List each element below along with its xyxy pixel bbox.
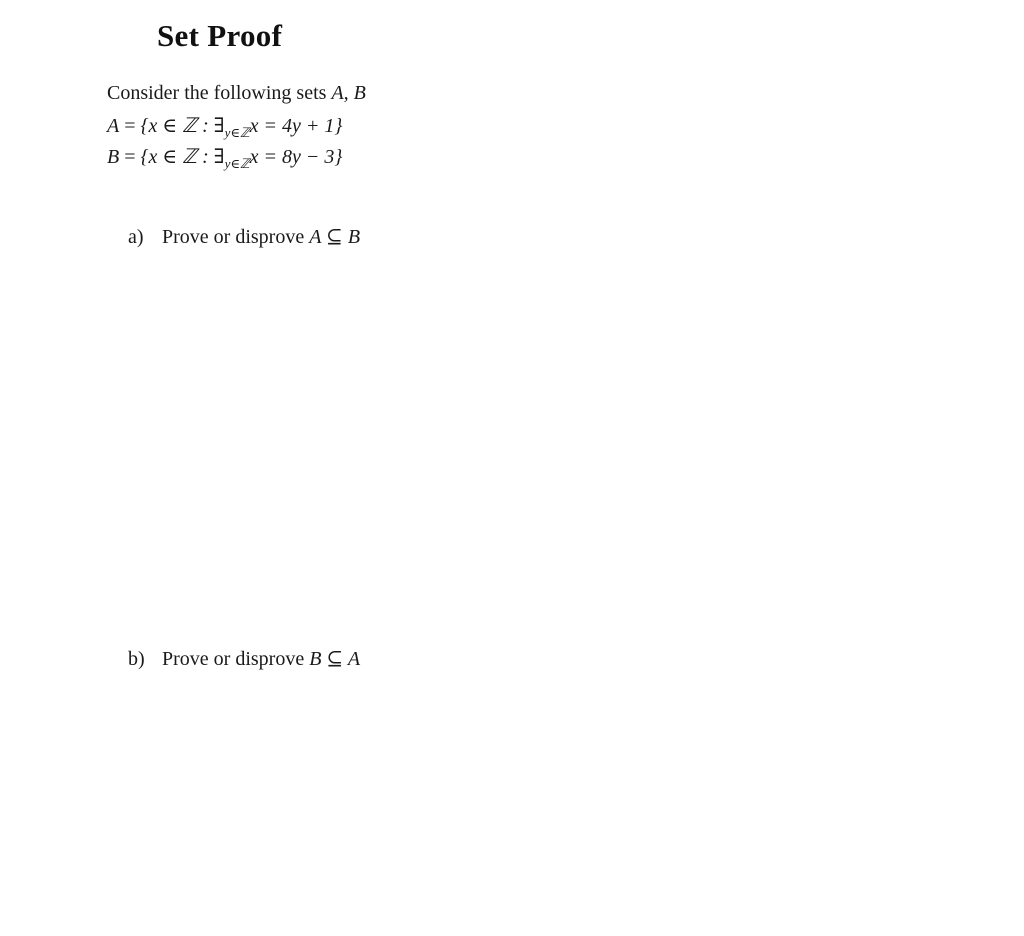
part-b-text: Prove or disprove <box>162 648 305 670</box>
intro-line <box>107 82 366 105</box>
intro-text: Consider the following sets <box>107 82 327 104</box>
set-a-equals: = <box>124 115 136 137</box>
set-a-definition <box>107 113 342 138</box>
part-a-text: Prove or disprove <box>162 226 305 248</box>
part-b <box>128 646 360 671</box>
set-b-condition: x = 8y − 3} <box>249 146 343 168</box>
set-b-builder: {x ∈ ℤ : ∃ <box>140 146 225 168</box>
intro-sets: A, B <box>331 82 366 104</box>
set-b-quantifier-subscript: y∈ℤ <box>224 156 250 171</box>
part-a-math: A ⊆ B <box>309 226 361 248</box>
page-title: Set Proof <box>157 18 283 53</box>
set-a-quantifier-subscript: y∈ℤ <box>224 125 250 140</box>
set-a-builder: {x ∈ ℤ : ∃ <box>140 115 225 137</box>
part-b-label: b) <box>128 648 145 670</box>
set-a-name: A <box>107 115 120 137</box>
part-b-math: B ⊆ A <box>309 648 361 670</box>
part-a-label: a) <box>128 226 144 248</box>
set-b-definition <box>107 144 342 169</box>
set-a-condition: x = 4y + 1} <box>249 115 343 137</box>
set-b-equals: = <box>124 146 136 168</box>
part-a <box>128 224 360 249</box>
set-b-name: B <box>107 146 120 168</box>
